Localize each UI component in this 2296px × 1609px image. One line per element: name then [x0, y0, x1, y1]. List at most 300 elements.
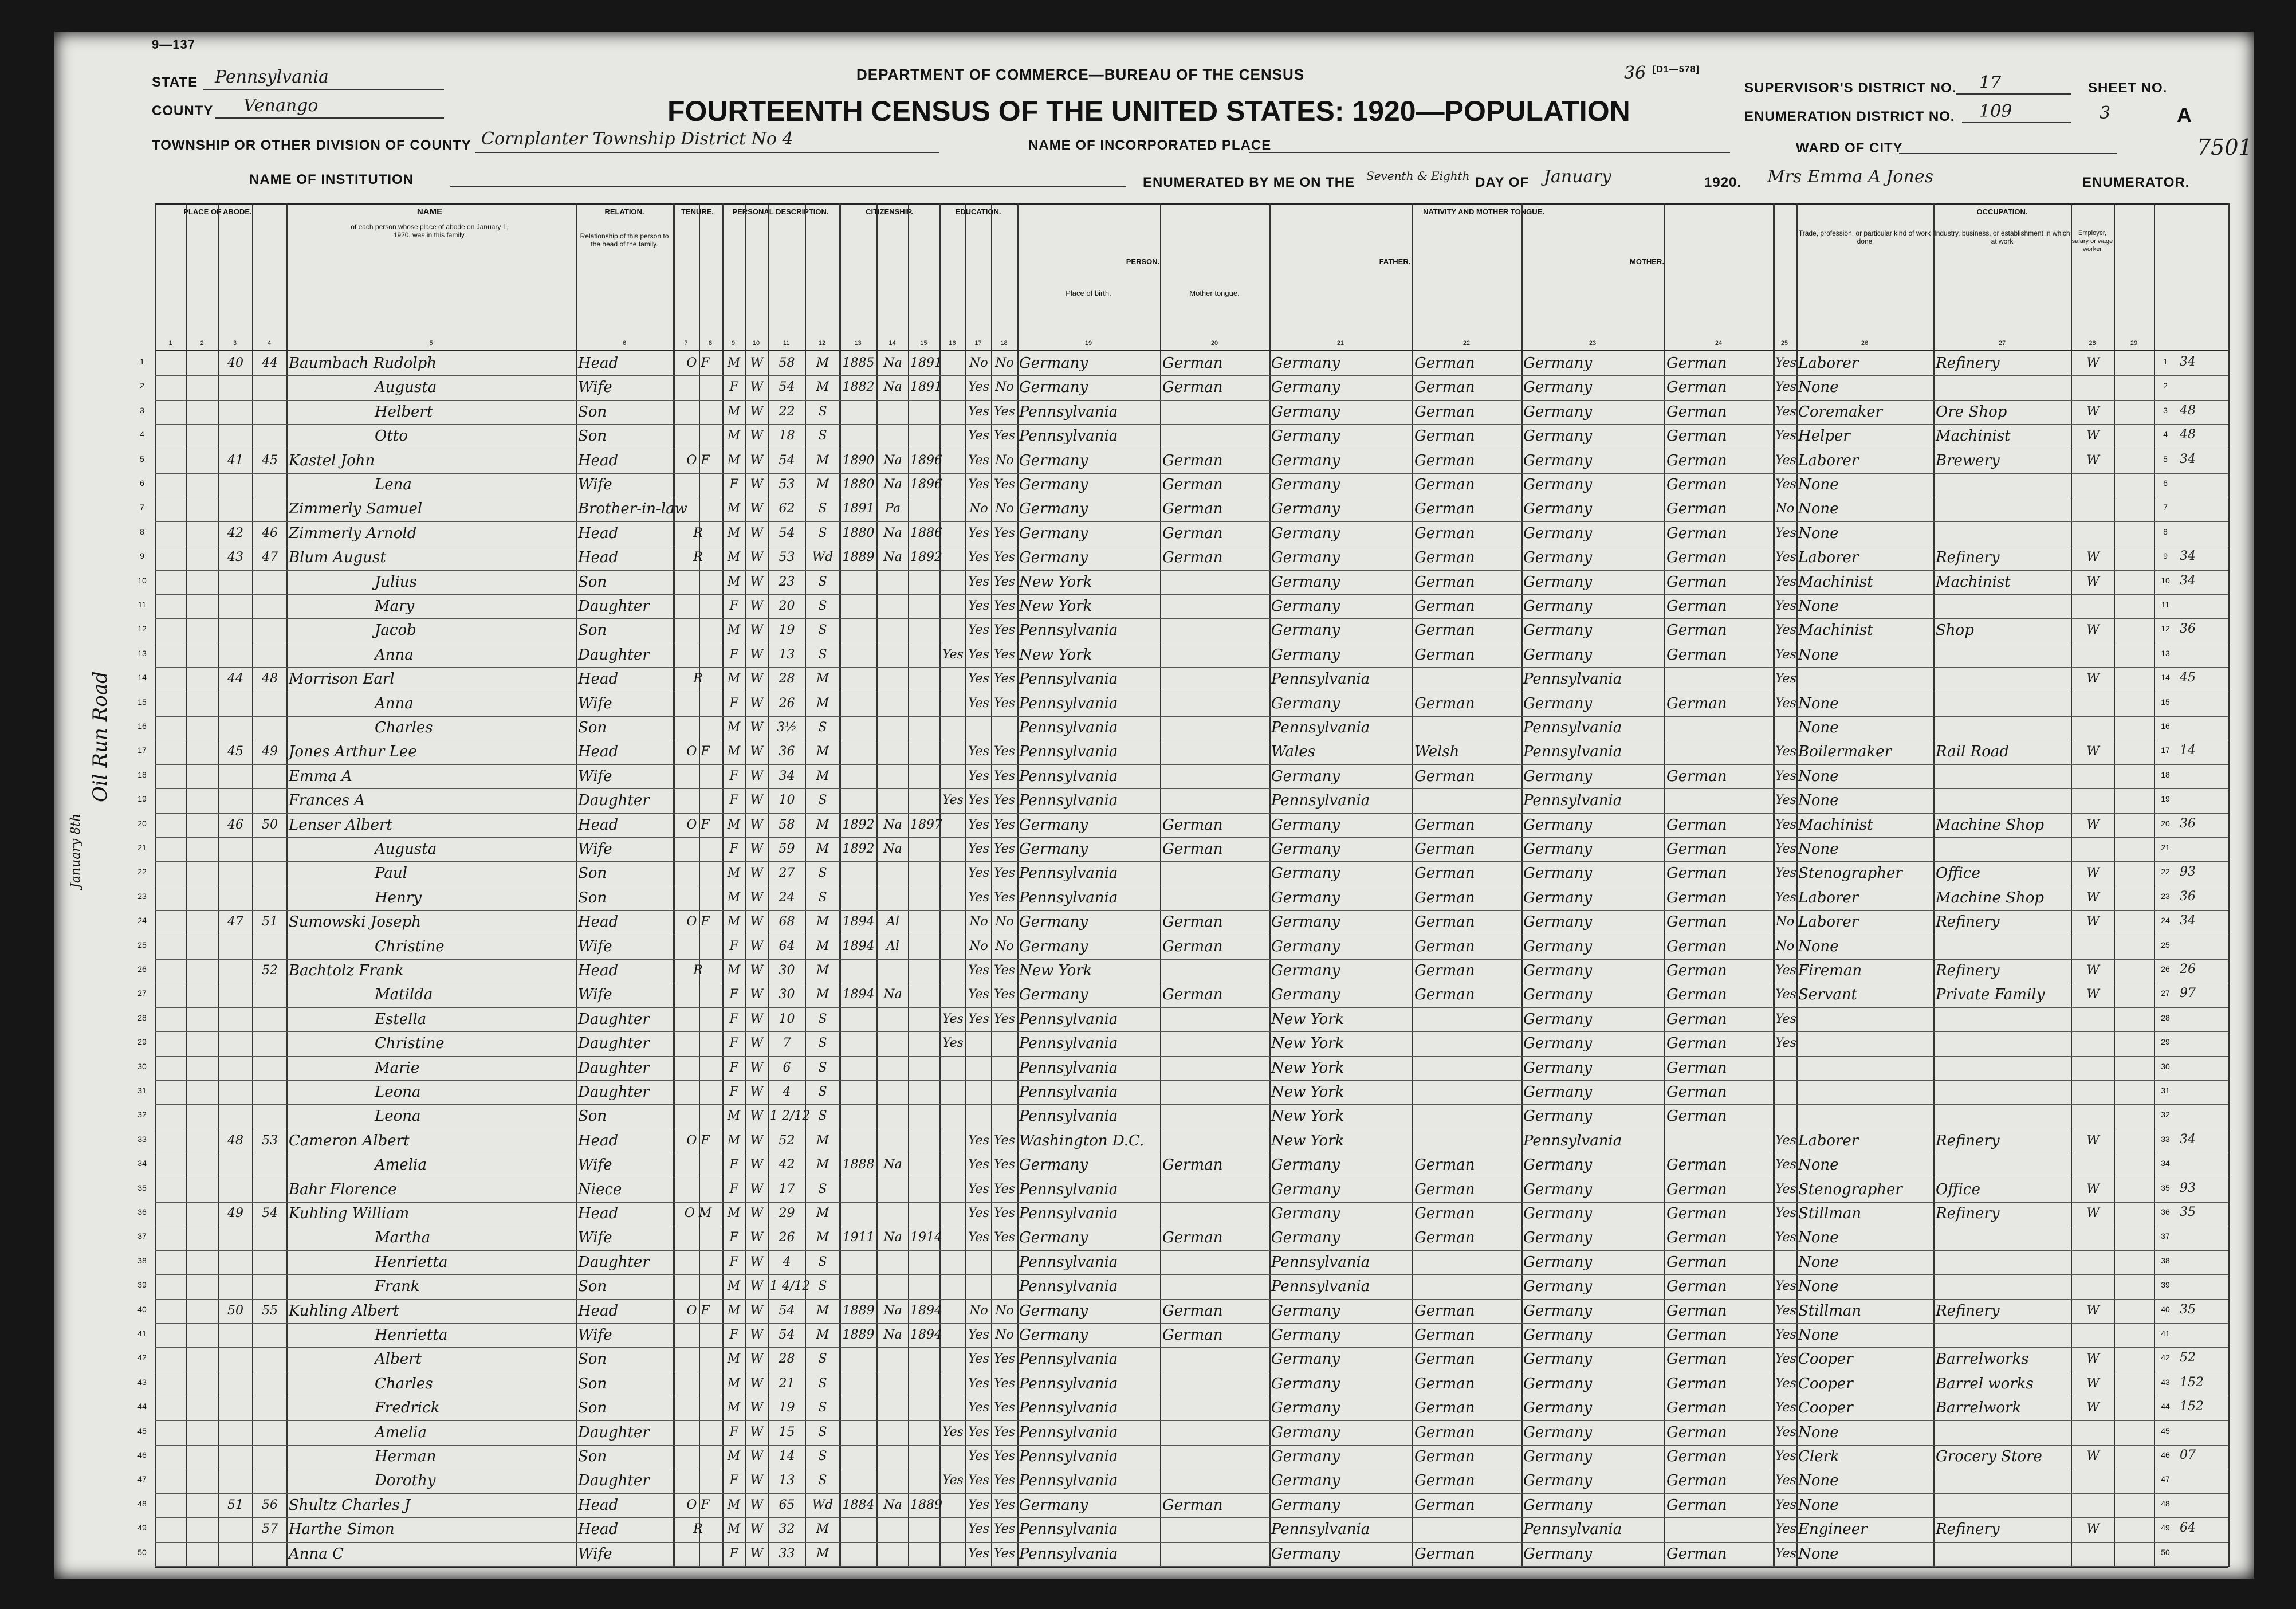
cell-eng: Yes	[1775, 1328, 1796, 1342]
line-number: 13	[2161, 648, 2170, 658]
line-number: 35	[2161, 1183, 2170, 1192]
cell-fpob: Germany	[1271, 1351, 1340, 1368]
line-number: 36	[137, 1207, 147, 1216]
cell-race: W	[750, 1060, 764, 1075]
cell-write: Yes	[994, 963, 1015, 978]
cell-eng: Yes	[1775, 1546, 1796, 1561]
cell-write: No	[995, 915, 1014, 929]
column-number: 1	[168, 340, 172, 347]
cell-yr: 1894	[910, 1328, 942, 1342]
cell-rel: Daughter	[578, 1035, 650, 1053]
line-number: 47	[2161, 1474, 2170, 1484]
cell-mpob: Germany	[1523, 986, 1593, 1004]
cell-ftongue: German	[1414, 524, 1475, 542]
cell-tongue: German	[1162, 524, 1223, 542]
column-6-header: Relationship of this person to the head of the family.	[580, 232, 669, 248]
line-number: 26	[2161, 964, 2170, 974]
cell-imm: 1890	[842, 453, 875, 468]
cell-ftongue: German	[1414, 816, 1475, 834]
cell-write: Yes	[994, 647, 1015, 662]
cell-cls: W	[2086, 574, 2100, 589]
cell-eng: Yes	[1775, 1133, 1796, 1148]
cell-age: 3½	[776, 720, 797, 735]
cell-age: 10	[779, 793, 795, 808]
margin-code: 36	[2180, 816, 2196, 831]
cell-ten: R	[693, 550, 703, 565]
cell-ten: O F	[686, 1303, 710, 1318]
column-number: 6	[622, 340, 627, 347]
department: DEPARTMENT OF COMMERCE—BUREAU OF THE CENSUS	[856, 66, 1305, 83]
cell-mar: S	[818, 1011, 827, 1026]
cell-name: Amelia	[375, 1423, 427, 1441]
cell-fam: 48	[262, 672, 278, 686]
line-number: 28	[2161, 1013, 2170, 1022]
cell-eng: Yes	[1775, 453, 1796, 468]
cell-sex: M	[727, 356, 741, 370]
cell-fpob: Germany	[1271, 1156, 1340, 1174]
cell-pob: New York	[1019, 646, 1092, 664]
cell-mtongue: German	[1666, 524, 1727, 542]
cell-mar: M	[816, 817, 829, 832]
cell-mtongue: German	[1666, 1375, 1727, 1392]
cell-eng: Yes	[1775, 1230, 1796, 1245]
cell-age: 13	[779, 647, 795, 662]
cell-ten: R	[693, 963, 703, 978]
cell-ftongue: German	[1414, 913, 1475, 931]
line-number: 31	[2161, 1086, 2170, 1095]
cell-ten: O F	[686, 817, 710, 832]
cell-read: Yes	[968, 987, 989, 1002]
cell-rel: Brother-in-law	[578, 500, 687, 518]
margin-code: 152	[2180, 1399, 2204, 1414]
cell-pob: Germany	[1019, 476, 1088, 493]
section-tenure: TENURE.	[681, 207, 714, 216]
column-number: 25	[1780, 340, 1788, 347]
cell-name: Herman	[375, 1448, 437, 1465]
cell-mpob: Germany	[1523, 1496, 1593, 1514]
cell-dw: 42	[227, 525, 243, 540]
cell-sex: M	[727, 501, 741, 516]
cell-age: 13	[779, 1473, 795, 1488]
cell-cls: W	[2086, 890, 2100, 905]
cell-eng: No	[1775, 939, 1795, 953]
cell-sch: Yes	[942, 1473, 964, 1488]
township-value: Cornplanter Township District No 4	[481, 129, 793, 149]
cell-fpob: Pennsylvania	[1271, 1521, 1370, 1539]
cell-dw: 48	[227, 1133, 243, 1148]
cell-fpob: Germany	[1271, 476, 1340, 493]
cell-age: 30	[779, 987, 795, 1002]
cell-sex: M	[727, 1279, 741, 1294]
cell-eng: Yes	[1775, 1449, 1796, 1463]
cell-race: W	[750, 599, 764, 613]
cell-race: W	[750, 1133, 764, 1148]
cell-mpob: Germany	[1523, 1327, 1593, 1344]
cell-mtongue: German	[1666, 889, 1727, 906]
cell-mtongue: German	[1666, 355, 1727, 372]
cell-sex: F	[729, 1060, 738, 1075]
cell-ten: O F	[686, 453, 710, 468]
cell-rel: Daughter	[578, 598, 650, 615]
cell-write: Yes	[994, 429, 1015, 444]
line-number: 18	[2161, 770, 2170, 779]
cell-mar: S	[818, 1376, 827, 1391]
cell-pob: Pennsylvania	[1019, 622, 1118, 639]
cell-nat: Na	[883, 842, 902, 856]
margin-code: 34	[2180, 549, 2196, 564]
cell-mpob: Germany	[1523, 694, 1593, 712]
cell-rel: Wife	[578, 476, 612, 493]
cell-read: Yes	[968, 1400, 989, 1415]
line-number: 41	[137, 1329, 147, 1338]
cell-age: 65	[779, 1497, 795, 1512]
cell-tongue: German	[1162, 1496, 1223, 1514]
line-number: 11	[2161, 600, 2170, 609]
cell-mpob: Germany	[1523, 962, 1593, 979]
institution-label: NAME OF INSTITUTION	[249, 172, 414, 187]
line-number: 7	[2163, 503, 2168, 512]
cell-read: Yes	[968, 525, 989, 540]
cell-age: 6	[783, 1060, 791, 1075]
cell-age: 28	[779, 1352, 795, 1367]
day-of-label: DAY OF	[1475, 175, 1530, 190]
cell-sex: F	[729, 793, 738, 808]
column-26-header: Trade, profession, or particular kind of work done	[1798, 229, 1931, 245]
cell-race: W	[750, 866, 764, 881]
cell-write: No	[995, 501, 1014, 516]
cell-pob: Pennsylvania	[1019, 694, 1118, 712]
cell-trade: None	[1798, 1327, 1839, 1344]
cell-sex: F	[729, 647, 738, 662]
cell-eng: Yes	[1775, 1352, 1796, 1367]
line-number: 38	[137, 1255, 147, 1265]
cell-race: W	[750, 793, 764, 808]
cell-rel: Wife	[578, 1545, 612, 1563]
line-number: 32	[137, 1110, 147, 1120]
cell-imm: 1911	[842, 1230, 875, 1245]
cell-fam: 56	[262, 1497, 278, 1512]
cell-write: No	[995, 453, 1014, 468]
cell-rel: Son	[578, 403, 607, 421]
cell-fpob: New York	[1271, 1010, 1344, 1028]
line-number: 38	[2161, 1255, 2170, 1265]
cell-mtongue: German	[1666, 476, 1727, 493]
cell-pob: Germany	[1019, 1496, 1088, 1514]
cell-write: Yes	[994, 842, 1015, 856]
cell-mpob: Germany	[1523, 1084, 1593, 1101]
cell-nat: Na	[883, 1497, 902, 1512]
cell-trade: Machinist	[1798, 816, 1873, 834]
cell-write: Yes	[994, 1546, 1015, 1561]
cell-race: W	[750, 987, 764, 1002]
cell-imm: 1892	[842, 817, 875, 832]
line-number: 8	[2163, 527, 2168, 536]
cell-sex: M	[727, 672, 741, 686]
cell-ten: O F	[686, 915, 710, 929]
cell-eng: Yes	[1775, 1424, 1796, 1439]
cell-trade: Servant	[1798, 986, 1858, 1004]
line-number: 48	[137, 1498, 147, 1508]
cell-write: Yes	[994, 1424, 1015, 1439]
cell-mar: S	[818, 623, 827, 638]
cell-cls: W	[2086, 817, 2100, 832]
cell-pob: Pennsylvania	[1019, 792, 1118, 810]
cell-trade: Machinist	[1798, 622, 1873, 639]
cell-age: 4	[783, 1254, 791, 1269]
cell-fpob: Germany	[1271, 452, 1340, 469]
line-number: 15	[137, 697, 147, 707]
cell-fpob: Germany	[1271, 355, 1340, 372]
enumerator-name: Mrs Emma A Jones	[1767, 167, 1933, 187]
cell-read: Yes	[968, 963, 989, 978]
line-number: 43	[137, 1377, 147, 1387]
cell-ind: Refinery	[1936, 1521, 2000, 1539]
cell-read: No	[969, 501, 988, 516]
cell-eng: Yes	[1775, 623, 1796, 638]
cell-write: Yes	[994, 550, 1015, 565]
line-number: 23	[2161, 891, 2170, 901]
cell-mar: S	[818, 574, 827, 589]
cell-ind: Barrelworks	[1936, 1351, 2029, 1368]
cell-fam: 55	[262, 1303, 278, 1318]
line-number: 44	[2161, 1402, 2170, 1411]
cell-rel: Head	[578, 743, 619, 761]
column-number: 27	[1998, 340, 2006, 347]
cell-sex: M	[727, 1206, 741, 1221]
cell-mtongue: German	[1666, 816, 1727, 834]
cell-tongue: German	[1162, 841, 1223, 858]
cell-rel: Son	[578, 427, 607, 445]
line-number: 4	[2163, 430, 2168, 439]
cell-trade: None	[1798, 1496, 1839, 1514]
form-number: 9—137	[152, 37, 195, 52]
cell-trade: None	[1798, 1545, 1839, 1563]
cell-name: Kuhling William	[289, 1205, 410, 1222]
cell-mtongue: German	[1666, 1496, 1727, 1514]
margin-code: 152	[2180, 1375, 2204, 1390]
cell-mtongue: German	[1666, 573, 1727, 591]
cell-race: W	[750, 1522, 764, 1537]
cell-fpob: Germany	[1271, 1180, 1340, 1198]
cell-ftongue: German	[1414, 937, 1475, 955]
cell-mar: M	[816, 744, 829, 759]
cell-mtongue: German	[1666, 549, 1727, 567]
cell-nat: Na	[883, 453, 902, 468]
cell-race: W	[750, 453, 764, 468]
cell-ind: Machinist	[1936, 573, 2011, 591]
cell-race: W	[750, 1376, 764, 1391]
cell-cls: W	[2086, 987, 2100, 1002]
cell-ftongue: German	[1414, 1229, 1475, 1247]
margin-code: 14	[2180, 743, 2196, 758]
cell-trade: None	[1798, 1472, 1839, 1490]
line-number: 13	[137, 648, 147, 658]
margin-code: 93	[2180, 1180, 2196, 1195]
cell-mtongue: German	[1666, 1084, 1727, 1101]
cell-dw: 47	[227, 915, 243, 929]
column-number: 22	[1462, 340, 1471, 347]
cell-mar: M	[816, 696, 829, 711]
cell-age: 7	[783, 1036, 791, 1051]
cell-mtongue: German	[1666, 1472, 1727, 1490]
line-number: 48	[2161, 1498, 2170, 1508]
cell-read: Yes	[968, 550, 989, 565]
census-table	[69, 203, 2228, 1567]
cell-ind: Grocery Store	[1936, 1448, 2042, 1465]
margin-code: 34	[2180, 1132, 2196, 1147]
cell-fpob: New York	[1271, 1132, 1344, 1149]
cell-rel: Head	[578, 1205, 619, 1222]
cell-eng: Yes	[1775, 1522, 1796, 1537]
line-number: 20	[2161, 818, 2170, 828]
cell-ind: Refinery	[1936, 913, 2000, 931]
margin-code: 48	[2180, 427, 2196, 442]
cell-sex: M	[727, 1449, 741, 1463]
line-number: 22	[137, 867, 147, 877]
cell-ftongue: German	[1414, 355, 1475, 372]
cell-name: Anna	[375, 646, 414, 664]
cell-age: 59	[779, 842, 795, 856]
cell-write: Yes	[994, 1449, 1015, 1463]
cell-eng: Yes	[1775, 647, 1796, 662]
line-number: 20	[137, 818, 147, 828]
cell-read: Yes	[968, 1182, 989, 1196]
cell-mpob: Germany	[1523, 913, 1593, 931]
cell-fpob: Germany	[1271, 403, 1340, 421]
cell-pob: Pennsylvania	[1019, 865, 1118, 882]
cell-mpob: Germany	[1523, 355, 1593, 372]
column-number: 14	[888, 340, 896, 347]
cell-mtongue: German	[1666, 1423, 1727, 1441]
cell-mtongue: German	[1666, 1545, 1727, 1563]
cell-tongue: German	[1162, 816, 1223, 834]
cell-rel: Wife	[578, 937, 612, 955]
cell-ftongue: German	[1414, 986, 1475, 1004]
column-number: 12	[818, 340, 826, 347]
cell-nat: Na	[883, 987, 902, 1002]
cell-rel: Head	[578, 549, 619, 567]
cell-ind: Machine Shop	[1936, 816, 2044, 834]
cell-sex: M	[727, 1522, 741, 1537]
cell-mar: M	[816, 842, 829, 856]
column-number: 5	[429, 340, 433, 347]
line-number: 49	[2161, 1523, 2170, 1533]
cell-write: Yes	[994, 574, 1015, 589]
cell-sex: F	[729, 1157, 738, 1172]
cell-ftongue: German	[1414, 427, 1475, 445]
cell-mar: S	[818, 1279, 827, 1294]
cell-rel: Head	[578, 524, 619, 542]
cell-pob: Germany	[1019, 549, 1088, 567]
cell-mpob: Germany	[1523, 1156, 1593, 1174]
cell-ten: R	[693, 672, 703, 686]
cell-eng: Yes	[1775, 672, 1796, 686]
cell-fam: 45	[262, 453, 278, 468]
cell-read: Yes	[968, 1376, 989, 1391]
cell-cls: W	[2086, 744, 2100, 759]
cell-trade: Laborer	[1798, 913, 1859, 931]
column-5-header: of each person whose place of abode on January 1, 1920, was in this family.	[351, 223, 509, 239]
cell-ftongue: German	[1414, 1423, 1475, 1441]
cell-name: Shultz Charles J	[289, 1496, 411, 1514]
line-number: 1	[2163, 357, 2168, 366]
line-number: 27	[2161, 988, 2170, 998]
cell-pob: Pennsylvania	[1019, 1375, 1118, 1392]
cell-trade: None	[1798, 694, 1839, 712]
cell-age: 54	[779, 1328, 795, 1342]
cell-dw: 46	[227, 817, 243, 832]
cell-mtongue: German	[1666, 427, 1727, 445]
cell-imm: 1894	[842, 915, 875, 929]
cell-write: Yes	[994, 744, 1015, 759]
cell-race: W	[750, 404, 764, 419]
cell-mtongue: German	[1666, 1448, 1727, 1465]
cell-mpob: Pennsylvania	[1523, 670, 1622, 688]
cell-fam: 47	[262, 550, 278, 565]
cell-mpob: Germany	[1523, 1035, 1593, 1053]
cell-read: No	[969, 939, 988, 953]
cell-ftongue: German	[1414, 622, 1475, 639]
column-number: 4	[267, 340, 272, 347]
cell-tongue: German	[1162, 355, 1223, 372]
cell-read: Yes	[968, 453, 989, 468]
cell-eng: Yes	[1775, 987, 1796, 1002]
cell-sex: M	[727, 1352, 741, 1367]
cell-ten: O F	[686, 1497, 710, 1512]
cell-mar: S	[818, 1424, 827, 1439]
cell-pob: Germany	[1019, 500, 1088, 518]
cell-race: W	[750, 380, 764, 395]
cell-nat: Na	[883, 550, 902, 565]
cell-rel: Wife	[578, 1327, 612, 1344]
cell-age: 19	[779, 623, 795, 638]
cell-name: Leona	[375, 1084, 421, 1101]
column-number: 24	[1715, 340, 1723, 347]
cell-pob: Germany	[1019, 1156, 1088, 1174]
cell-age: 28	[779, 672, 795, 686]
cell-ftongue: German	[1414, 1327, 1475, 1344]
cell-read: Yes	[968, 890, 989, 905]
cell-ftongue: German	[1414, 549, 1475, 567]
page-title: FOURTEENTH CENSUS OF THE UNITED STATES: 1920—POPULATION	[667, 95, 1630, 127]
cell-pob: Washington D.C.	[1019, 1132, 1145, 1149]
cell-fpob: New York	[1271, 1108, 1344, 1125]
cell-rel: Head	[578, 1496, 619, 1514]
cell-ftongue: German	[1414, 1448, 1475, 1465]
cell-pob: Germany	[1019, 1302, 1088, 1320]
cell-trade: Coremaker	[1798, 403, 1883, 421]
cell-mtongue: German	[1666, 1180, 1727, 1198]
cell-sch: Yes	[942, 647, 964, 662]
cell-nat: Al	[886, 915, 899, 929]
supervisor-label: SUPERVISOR'S DISTRICT NO.	[1744, 80, 1957, 96]
cell-mtongue: German	[1666, 913, 1727, 931]
line-number: 37	[137, 1231, 147, 1241]
cell-ind: Machine Shop	[1936, 889, 2044, 906]
cell-fpob: Germany	[1271, 1205, 1340, 1222]
column-27-header: Industry, business, or establishment in which at work	[1934, 229, 2070, 245]
line-number: 44	[137, 1402, 147, 1411]
cell-mpob: Pennsylvania	[1523, 1521, 1622, 1539]
cell-race: W	[750, 720, 764, 735]
cell-fam: 49	[262, 744, 278, 759]
cell-mpob: Germany	[1523, 841, 1593, 858]
cell-name: Henrietta	[375, 1327, 448, 1344]
cell-imm: 1880	[842, 477, 875, 492]
cell-sex: M	[727, 744, 741, 759]
cell-eng: Yes	[1775, 1157, 1796, 1172]
cell-rel: Son	[578, 573, 607, 591]
